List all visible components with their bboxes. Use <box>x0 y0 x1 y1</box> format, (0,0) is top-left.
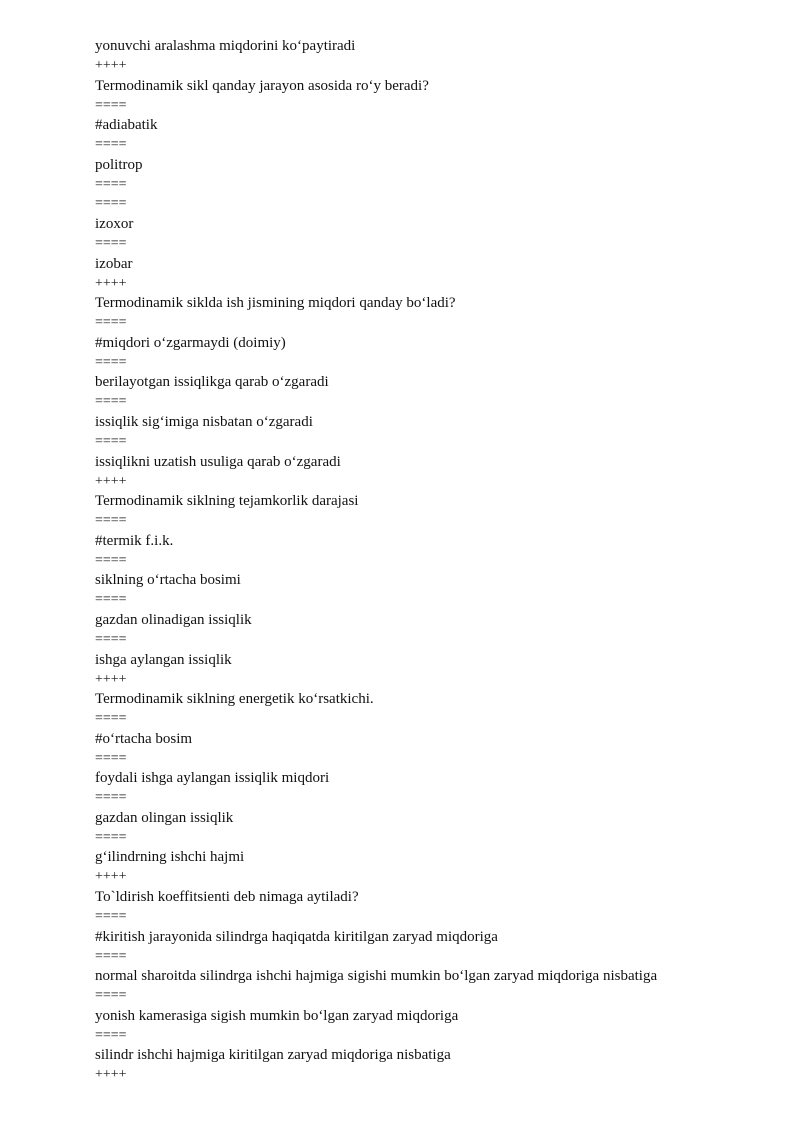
separator-line: ==== <box>95 948 127 964</box>
separator-line: ==== <box>95 829 127 845</box>
separator-line: ==== <box>95 433 127 449</box>
text-line: issiqlik sigʻimiga nisbatan oʻzgaradi <box>95 413 313 430</box>
text-line: issiqlikni uzatish usuliga qarab oʻzgaradi <box>95 453 341 470</box>
text-line: gʻilindrning ishchi hajmi <box>95 849 245 866</box>
text-line: izoxor <box>95 215 134 232</box>
text-line: politrop <box>95 156 143 173</box>
separator-line: ++++ <box>95 1067 127 1083</box>
document-page <box>95 36 785 1085</box>
separator-line: ==== <box>95 552 127 568</box>
separator-line: ++++ <box>95 58 127 73</box>
text-line: berilayotgan issiqlikga qarab oʻzgaradi <box>95 374 329 391</box>
separator-line: ++++ <box>95 473 127 489</box>
separator-line: ++++ <box>95 869 127 885</box>
text-line: #miqdori oʻzgarmaydi (doimiy) <box>95 334 286 351</box>
text-line: siklning oʻrtacha bosimi <box>95 572 241 589</box>
text-line: Termodinamik siklda ish jismining miqdori qanday boʻladi? <box>95 295 456 312</box>
separator-line: ==== <box>95 196 127 212</box>
separator-line: ++++ <box>95 275 127 291</box>
text-line: #adiabatik <box>95 117 158 134</box>
text-line: yonish kamerasiga sigish mumkin boʻlgan zaryad miqdoriga <box>95 1007 459 1024</box>
separator-line: ==== <box>95 137 127 153</box>
text-line: Termodinamik siklning tejamkorlik darajasi <box>95 493 359 510</box>
text-line: #termik f.i.k. <box>95 532 174 549</box>
separator-line: ==== <box>95 1027 127 1043</box>
text-line: gazdan olinadigan issiqlik <box>95 611 252 628</box>
separator-line: ==== <box>95 176 127 192</box>
separator-line: ==== <box>95 513 127 529</box>
separator-line: ==== <box>95 592 127 608</box>
separator-line: ==== <box>95 235 127 251</box>
separator-line: ==== <box>95 711 127 727</box>
separator-line: ==== <box>95 315 127 331</box>
text-line: gazdan olingan issiqlik <box>95 809 234 826</box>
text-line: To`ldirish koeffitsienti deb nimaga aytiladi? <box>95 889 359 906</box>
separator-line: ==== <box>95 97 127 113</box>
separator-line: ==== <box>95 909 127 925</box>
separator-line: ==== <box>95 790 127 806</box>
text-line: yonuvchi aralashma miqdorini koʻpaytiradi <box>95 38 356 54</box>
text-line: Termodinamik siklning energetik koʻrsatkichi. <box>95 691 374 708</box>
text-line: #oʻrtacha bosim <box>95 730 193 747</box>
text-line: silindr ishchi hajmiga kiritilgan zaryad miqdoriga nisbatiga <box>95 1047 451 1064</box>
text-line: foydali ishga aylangan issiqlik miqdori <box>95 770 330 787</box>
separator-line: ==== <box>95 631 127 647</box>
text-line: ishga aylangan issiqlik <box>95 651 232 668</box>
text-line: normal sharoitda silindrga ishchi hajmiga sigishi mumkin boʻlgan zaryad miqdoriga nisbatiga <box>95 968 658 985</box>
separator-line: ==== <box>95 988 127 1004</box>
text-line: Termodinamik sikl qanday jarayon asosida roʻy beradi? <box>95 77 429 94</box>
text-line: izobar <box>95 255 133 272</box>
separator-line: ==== <box>95 354 127 370</box>
separator-line: ++++ <box>95 671 127 687</box>
text-line: #kiritish jarayonida silindrga haqiqatda kiritilgan zaryad miqdoriga <box>95 928 498 945</box>
separator-line: ==== <box>95 394 127 410</box>
separator-line: ==== <box>95 750 127 766</box>
